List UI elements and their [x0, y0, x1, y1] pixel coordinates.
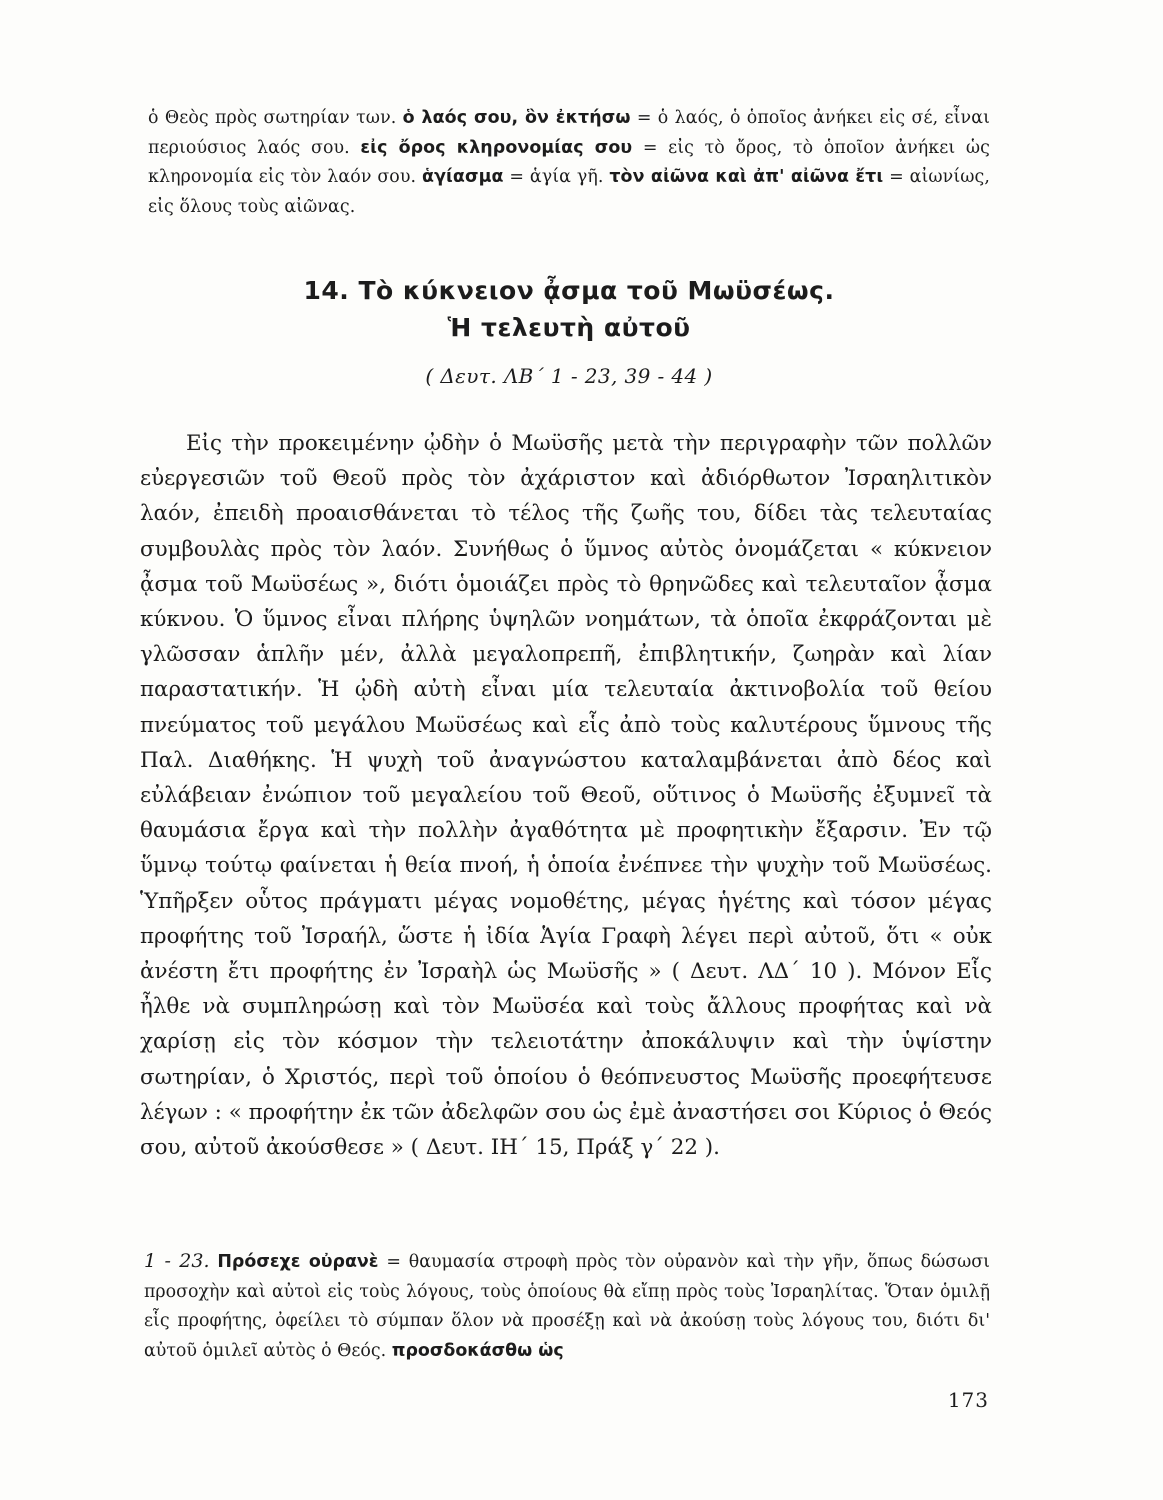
note-text: = θαυμασία στροφὴ πρὸς τὸν οὐρανὸν καὶ τὴν γῆν, ὅπως δώσωσι προσοχὴν καὶ αὐτοὶ εἰς τοὺς λόγους, τοὺς ὁποίους θὰ εἴπῃ πρὸς τοὺς Ἰσραηλίτας. Ὅταν ὁμιλῇ εἷς προφήτης, ὀφείλει τὸ σύμπαν ὅλον νὰ προσέξῃ καὶ νὰ ἀκούσῃ τοὺς λόγους του, διότι δι' αὐτοῦ ὁμιλεῖ αὐτὸς ὁ Θεός. — [144, 1252, 990, 1361]
verse-range: 1 - 23. — [144, 1250, 210, 1272]
note-keyword: προσδοκάσθω ὡς — [391, 1340, 564, 1361]
page-number: 173 — [947, 1388, 989, 1412]
note-keyword: τὸν αἰῶνα καὶ ἀπ' αἰῶνα ἔτι — [609, 167, 884, 188]
footnote-paragraph — [148, 104, 990, 222]
section-subtitle: Ἡ τελευτὴ αὐτοῦ — [447, 313, 691, 342]
note-text: = αἰωνίως, εἰς ὅλους τοὺς αἰῶνας. — [148, 167, 990, 217]
body-paragraph: Εἰς τὴν προκειμένην ᾠδὴν ὁ Μωϋσῆς μετὰ τὴν περιγραφὴν τῶν πολλῶν εὐεργεσιῶν τοῦ Θεοῦ πρὸς τὸν ἀχάριστον καὶ ἀδιόρθωτον Ἰσραηλιτικὸν λαόν, ἐπειδὴ προαισθάνεται τὸ τέλος τῆς ζωῆς του, δίδει τὰς τελευταίας συμβουλὰς πρὸς τὸν λαόν. Συνήθως ὁ ὕμνος αὐτὸς ὀνομάζεται « κύκνειον ᾆσμα τοῦ Μωϋσέως », διότι ὁμοιάζει πρὸς τὸ θρηνῶδες καὶ τελευταῖον ᾆσμα κύκνου. Ὁ ὕμνος εἶναι πλήρης ὑψηλῶν νοημάτων, τὰ ὁποῖα ἐκφράζονται μὲ γλῶσσαν ἁπλῆν μέν, ἀλλὰ μεγαλοπρεπῆ, ἐπιβλητικήν, ζωηρὰν καὶ λίαν παραστατικήν. Ἡ ᾠδὴ αὐτὴ εἶναι μία τελευταία ἀκτινοβολία τοῦ θείου πνεύματος τοῦ μεγάλου Μωϋσέως καὶ εἷς ἀπὸ τοὺς καλυτέρους ὕμνους τῆς Παλ. Διαθήκης. Ἡ ψυχὴ τοῦ ἀναγνώστου καταλαμβάνεται ἀπὸ δέος καὶ εὐλάβειαν ἐνώπιον τοῦ μεγαλείου τοῦ Θεοῦ, οὕτινος ὁ Μωϋσῆς ἐξυμνεῖ τὰ θαυμάσια ἔργα καὶ τὴν πολλὴν ἀγαθότητα μὲ προφητικὴν ἔξαρσιν. Ἐν τῷ ὕμνῳ τούτῳ φαίνεται ἡ θεία πνοή, ἡ ὁποία ἐνέπνεε τὴν ψυχὴν τοῦ Μωϋσέως. Ὑπῆρξεν οὗτος πράγματι μέγας νομοθέτης, μέγας ἡγέτης καὶ τόσον μέγας προφήτης τοῦ Ἰσραήλ, ὥστε ἡ ἰδία Ἁγία Γραφὴ λέγει περὶ αὐτοῦ, ὅτι « οὐκ ἀνέστη ἔτι προφήτης ἐν Ἰσραὴλ ὡς Μωϋσῆς » ( Δευτ. ΛΔ΄ 10 ). Μόνον Εἷς ἦλθε νὰ συμπληρώσῃ καὶ τὸν Μωϋσέα καὶ τοὺς ἄλλους προφήτας καὶ νὰ χαρίσῃ εἰς τὸν κόσμον τὴν τελειοτάτην ἀποκάλυψιν καὶ τὴν ὑψίστην σωτηρίαν, ὁ Χριστός, περὶ τοῦ ὁποίου ὁ θεόπνευστος Μωϋσῆς προεφήτευσε λέγων : « προφήτην ἐκ τῶν ἀδελφῶν σου ὡς ἐμὲ ἀναστήσει σοι Κύριος ὁ Θεός σου, αὐτοῦ ἀκούσθεσε » ( Δευτ. ΙΗ΄ 15, Πράξ γ΄ 22 ). — [140, 431, 992, 1161]
note-text: ὁ Θεὸς πρὸς σωτηρίαν των. — [148, 108, 403, 128]
note-keyword: ὁ λαός σου, ὃν ἐκτήσω — [402, 108, 631, 128]
scripture-reference: ( Δευτ. ΛΒ΄ 1 - 23, 39 - 44 ) — [425, 364, 713, 388]
top-footnotes — [148, 104, 990, 222]
bottom-footnotes — [144, 1247, 990, 1366]
note-text: = εἰς τὸ ὄρος, τὸ ὁποῖον ἀνήκει ὡς κληρονομία εἰς τὸν λαόν σου. — [148, 137, 990, 188]
note-keyword: ἁγίασμα — [422, 167, 504, 188]
note-text: = ὁ λαός, ὁ ὁποῖος ἀνήκει εἰς σέ, εἶναι περιούσιος λαός σου. — [148, 108, 990, 158]
note-keyword: εἰς ὄρος κληρονομίας σου — [360, 137, 633, 158]
note-text: = ἁγία γῆ. — [503, 167, 610, 188]
section-title: 14. Τὸ κύκνειον ᾆσμα τοῦ Μωϋσέως. — [303, 276, 835, 305]
note-keyword: Πρόσεχε οὐρανὲ — [217, 1252, 379, 1272]
